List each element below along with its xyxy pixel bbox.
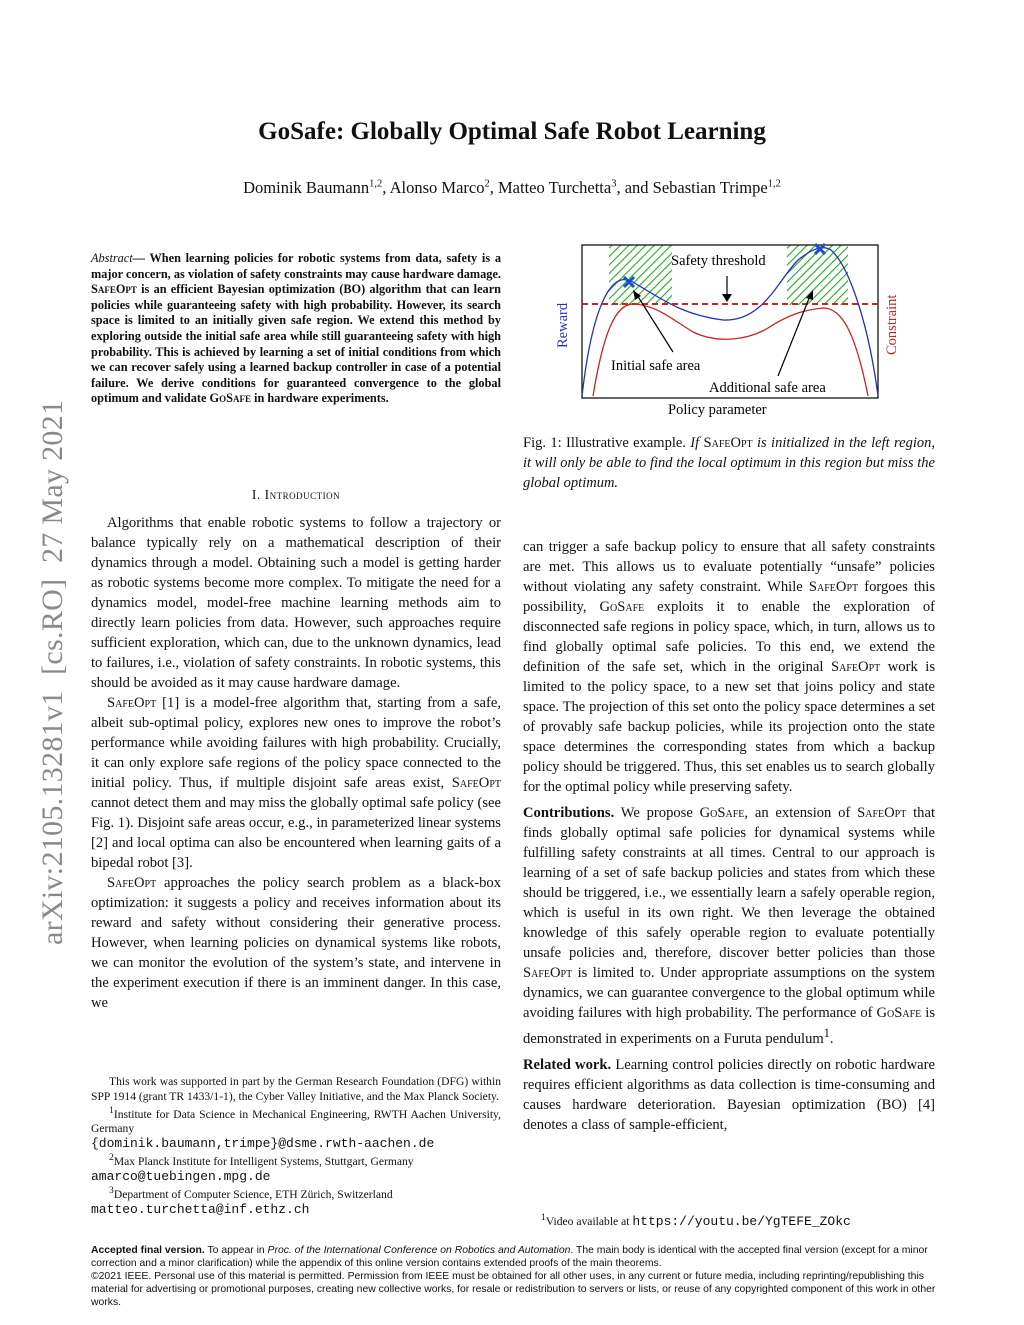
author-list: [0, 178, 1024, 198]
author-2: Alonso Marco$^2$,: [389, 178, 498, 197]
author-4: Sebastian Trimpe$^{1,2}$: [652, 178, 781, 197]
paragraph: can trigger a safe backup policy to ensure that all safety constraints are met. This allows us to evaluate potentially “unsafe” policies without violating any safety constraint. While SafeOpt forgoes this possibility, GoSafe exploits it to enable the exploration of disconnected safe regions in policy space, which, in turn, allows us to find globally optimal safe policies. To this end, we extend the definition of the safe set, which in the original SafeOpt work is limited to the policy space, to a new set that joins policy and state space. The projection of this set onto the policy space determines a set of provably safe backup policies, while its projection onto the state space determines the corresponding states from which a backup policy should be triggered. Thus, this set enables us to search globally for the optimal policy while preserving safety.: [523, 539, 936, 795]
email-2: amarco@tuebingen.mpg.de: [91, 1168, 271, 1184]
video-link[interactable]: https://youtu.be/YgTEFE_ZOkc: [632, 1213, 851, 1229]
abstract-label: Abstract: [91, 251, 133, 265]
author-1: Dominik Baumann$^{1,2}$,: [243, 178, 390, 197]
additional-area-arrow: [778, 296, 810, 376]
affiliation-2: $^2$Max Planck Institute for Intelligent Systems, Stuttgart, Germany: [109, 1152, 414, 1169]
accepted-version-note: Accepted final version. To appear in Proc. of the International Conference on Robotics and Automation. The main body is identical with the accepted final version (except for a minor correction and a minor clarification) while the appendix of this online version contains extended proofs of the main theorems.: [91, 1245, 928, 1269]
abstract: Abstract— When learning policies for robotic systems from data, safety is a major concern, as violation of safety constraints may cause hardware damage. SafeOpt is an efficient Bayesian optimization (BO) algorithm that can learn policies while guaranteeing safety with high probability. However, its search space is limited to an initially given safe region. We extend this method by exploring outside the initial safe area while still guaranteeing safety with high probability. This is achieved by learning a set of initial conditions from which we can recover safely using a learned backup controller in case of a potential failure. We derive conditions for guaranteed convergence to the global optimum and validate GoSafe in hardware experiments.: [91, 251, 501, 406]
publication-notice: [91, 1244, 936, 1309]
paper-title: GoSafe: Globally Optimal Safe Robot Learning: [258, 118, 766, 145]
reward-axis-label: Reward: [555, 302, 571, 348]
left-column-body: [91, 513, 501, 1013]
paragraph: SafeOpt approaches the policy search problem as a black-box optimization: it suggests a policy and receives information about its reward and safety without considering their generative process. However, when learning policies on dynamical systems like robots, we can monitor the evolution of the system’s state, and intervene in the experiment execution if there is an imminent danger. In this case, we: [91, 875, 501, 1011]
funding-note: This work was supported in part by the German Research Foundation (DFG) within SPP 1914 (grant TR 1433/1-1), the Cyber Valley Initiative, and the Max Planck Society.: [91, 1075, 501, 1103]
email-1: {dominik.baumann,trimpe}@dsme.rwth-aachen.de: [91, 1135, 435, 1151]
figure-1-caption: Fig. 1: Illustrative example. If SafeOpt is initialized in the left region, it will only be able to find the local optimum in this region but miss the global optimum.: [523, 435, 935, 491]
paragraph: Algorithms that enable robotic systems to follow a trajectory or balance typically rely on a mathematical description of their dynamics through a model. Obtaining such a model is getting harder as robotic systems become more complex. To mitigate the need for a dynamics model, model-free machine learning methods aim to directly learn policies from data. However, such approaches require sufficient exploration, which can, due to the unknown dynamics, lead to failures, i.e., violation of safety constraints. In robotic systems, this should be avoided as it may cause hardware damage.: [91, 515, 501, 691]
figure-1: [523, 240, 935, 420]
video-footnote: $^1$Video available at https://youtu.be/YgTEFE_ZOkc: [541, 1212, 851, 1229]
constraint-axis-label: Constraint: [884, 294, 900, 355]
paragraph: SafeOpt [1] is a model-free algorithm that, starting from a safe, albeit sub-optimal policy, explores new ones to improve the robot’s performance while avoiding failures with high probability. Crucially, it can only explore safe regions of the policy space connected to the initial policy. Thus, if multiple disjoint safe areas exist, SafeOpt cannot detect them and may miss the globally optimal safe policy (see Fig. 1). Disjoint safe areas occur, e.g., in parameterized linear systems [2] and local optima can also be encountered when learning gaits of a bipedal robot [3].: [91, 695, 501, 871]
affiliation-1: $^1$Institute for Data Science in Mechanical Engineering, RWTH Aachen University, Germany: [91, 1105, 501, 1136]
arrowhead: [722, 294, 732, 302]
author-3: Matteo Turchetta$^3$, and: [498, 178, 653, 197]
additional-safe-area-label: Additional safe area: [709, 380, 826, 396]
safety-threshold-label: Safety threshold: [671, 253, 766, 269]
copyright-note: ©2021 IEEE. Personal use of this material is permitted. Permission from IEEE must be obtained for all other uses, in any current or future media, including reprinting/republishing this material for advertising or promotional purposes, creating new collective works, for resale or redistribution to servers or lists, or reuse of any copyrighted component of this work in other works.: [91, 1271, 936, 1308]
email-3: matteo.turchetta@inf.ethz.ch: [91, 1201, 310, 1217]
arxiv-stamp: arXiv:2105.13281v1 [cs.RO] 27 May 2021: [36, 399, 69, 945]
affiliation-3: $^3$Department of Computer Science, ETH Zürich, Switzerland: [109, 1185, 393, 1202]
section-heading-introduction: I. Introduction: [251, 487, 341, 502]
figure-1-plot: [523, 240, 935, 420]
x-axis-label: Policy parameter: [668, 402, 767, 418]
related-work-paragraph: Related work. Learning control policies directly on robotic hardware requires efficient algorithms as data collection is time-consuming and causes hardware deterioration. Bayesian optimization (BO) [4] denotes a class of sample-efficient,: [523, 1056, 935, 1133]
initial-safe-area-label: Initial safe area: [611, 358, 701, 374]
contributions-paragraph: Contributions. We propose GoSafe, an extension of SafeOpt that finds globally optimal safe policies for dynamical systems while fulfilling safety constraints at all times. Central to our approach is learning of a set of safe backup policies and states from which these should be triggered, i.e., we essentially learn a safely operable region, which is useful in its own right. We then leverage the obtained knowledge of this safely operable region to evaluate potentially unsafe policies and, therefore, discover better policies than those SafeOpt is limited to. Under appropriate assumptions on the system dynamics, we can guarantee convergence to the global optimum while avoiding failures with high probability. The performance of GoSafe is demonstrated in experiments on a Furuta pendulum$^1$.: [523, 805, 936, 1047]
right-column-body: [523, 537, 935, 1135]
left-footnotes: [91, 1075, 501, 1217]
additional-safe-area-region: [787, 245, 848, 305]
